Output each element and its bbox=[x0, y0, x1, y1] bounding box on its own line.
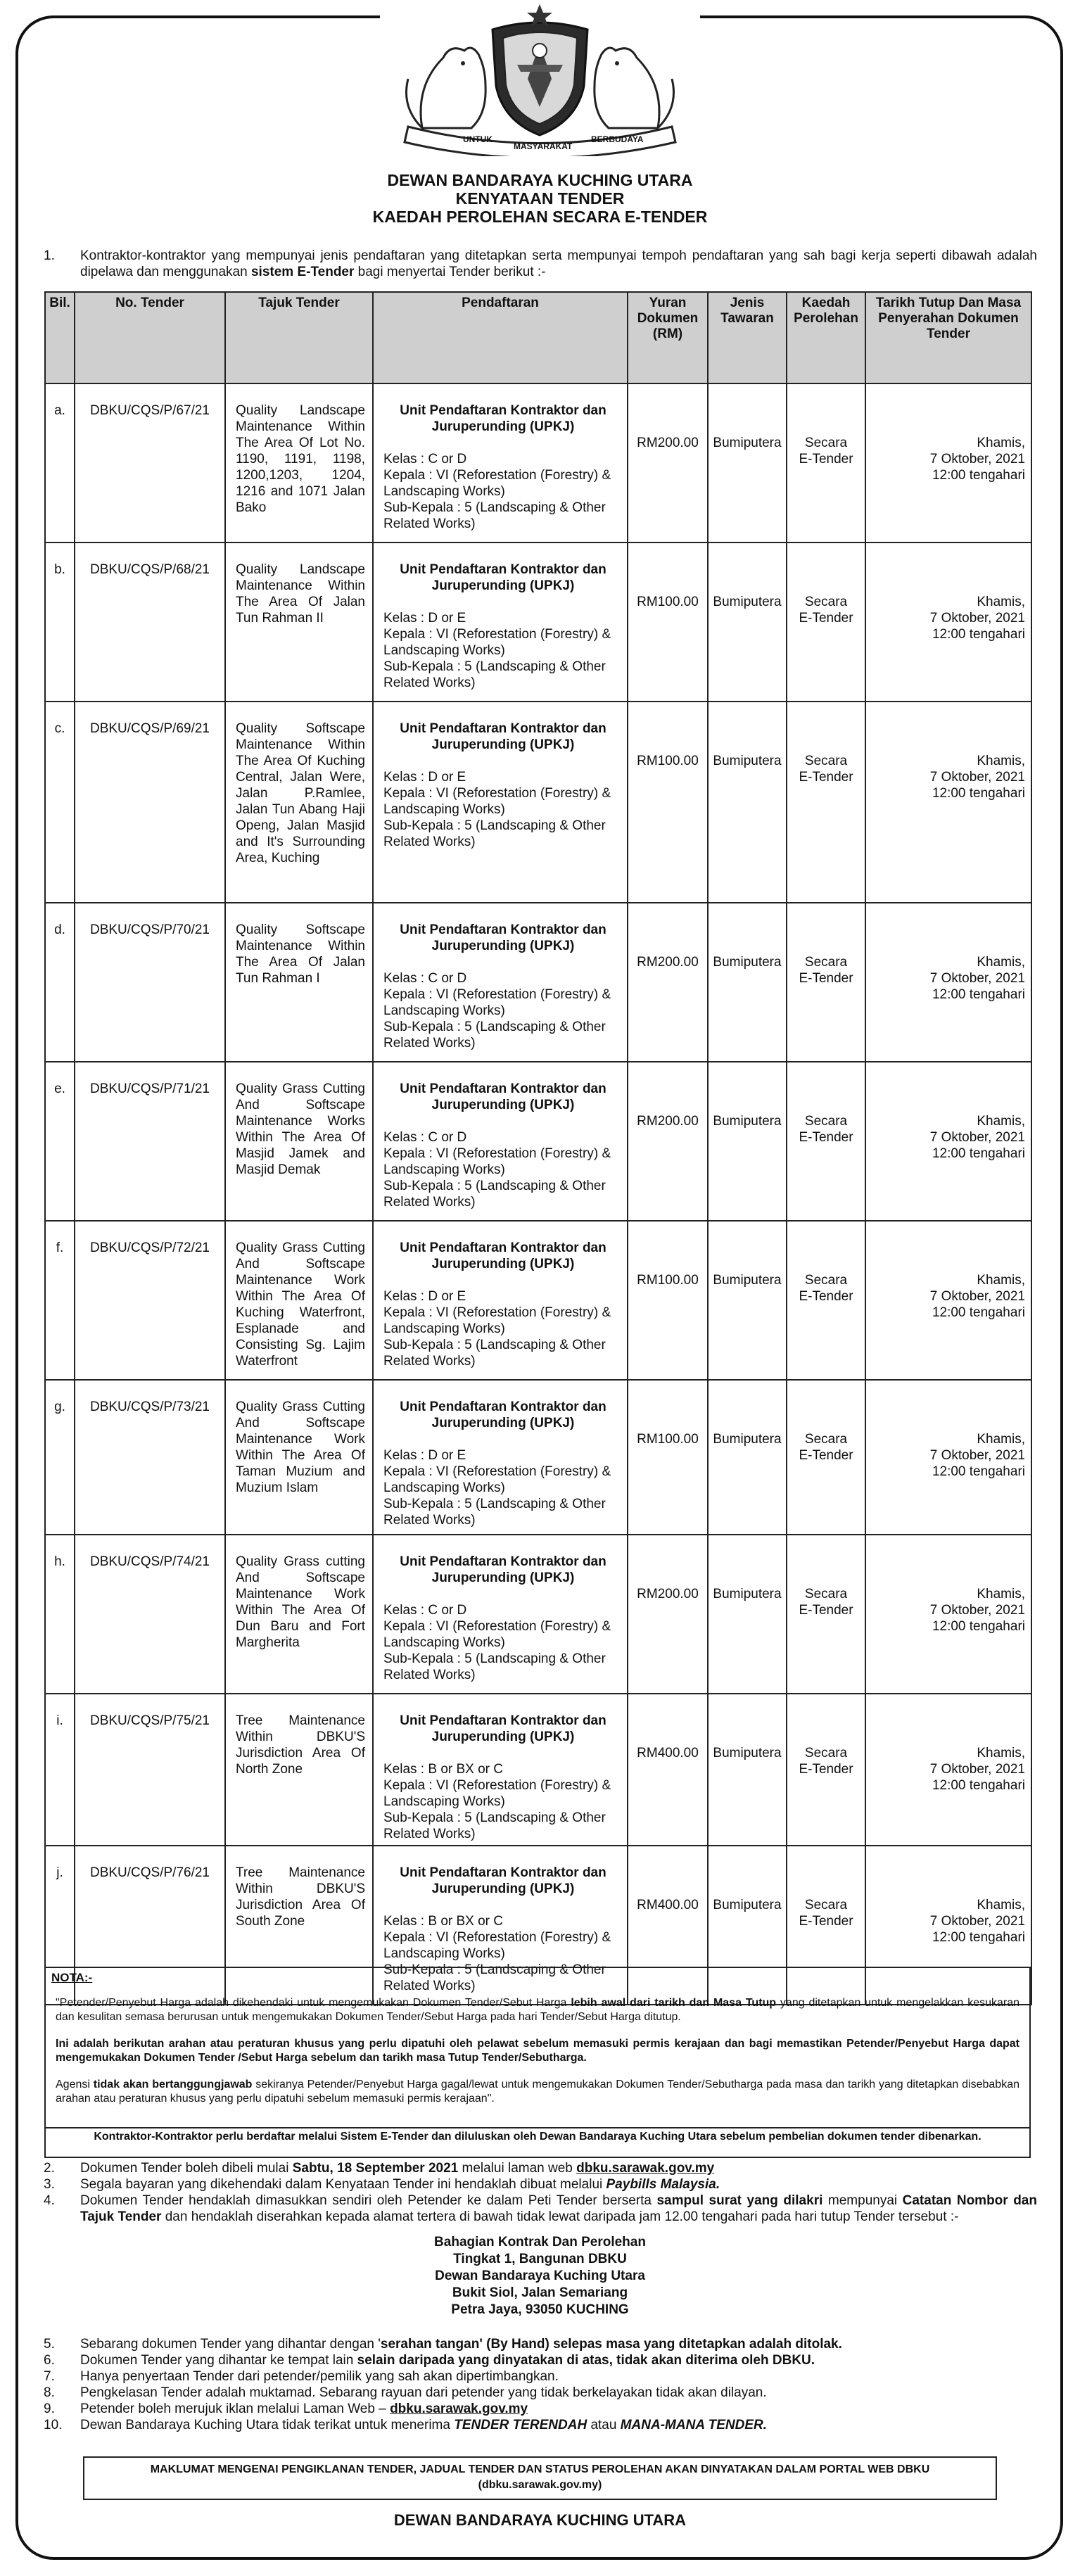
cell-bil: b. bbox=[45, 543, 75, 702]
cell-registration bbox=[373, 903, 628, 1062]
cell-tender-title: Tree Maintenance Within DBKU'S Jurisdiction Area Of North Zone bbox=[225, 1694, 373, 1846]
cell-fee bbox=[628, 903, 708, 1062]
item-6-text-a: Dokumen Tender yang dihantar ke tempat lain bbox=[80, 2353, 357, 2368]
cell-fee bbox=[628, 383, 708, 543]
item-5-number: 5. bbox=[44, 2337, 55, 2352]
registration-kelas: Kelas : B or BX or C bbox=[383, 1914, 504, 1929]
cell-tender-no: DBKU/CQS/P/69/21 bbox=[75, 702, 225, 903]
item-9-text-a: Petender boleh merujuk iklan melalui Laman Web – bbox=[80, 2401, 390, 2416]
registration-kelas: Kelas : C or D bbox=[383, 452, 467, 467]
address-line-3: Dewan Bandaraya Kuching Utara bbox=[435, 2269, 645, 2283]
item-5-bold: serahan tangan' (By Hand) selepas masa yang ditetapkan adalah ditolak bbox=[380, 2337, 839, 2352]
cell-registration bbox=[373, 383, 628, 543]
cell-method bbox=[787, 543, 865, 702]
nota-p3-b: sekiranya Petender/Penyebut Harga gagal/lewat untuk mengemukakan Dokumen Tender/Sebutharga pada masa dan tarikh yang ditetapkan disebabkan arahan atau peraturan khusus yang perlu dipatuhi sebelum memasuki permis kerajaan". bbox=[56, 2079, 1020, 2105]
header-tarikh: Tarikh Tutup Dan Masa Penyerahan Dokumen Tender bbox=[865, 292, 1031, 383]
registration-head: Unit Pendaftaran Kontraktor dan Juruperunding (UPKJ) bbox=[400, 922, 606, 953]
cell-closing-date bbox=[865, 1380, 1031, 1535]
item-4 bbox=[44, 2193, 1037, 2225]
method-line-1: Secara bbox=[804, 1273, 848, 1288]
fee-value: RM200.00 bbox=[637, 436, 699, 450]
closing-time: 12:00 tengahari bbox=[932, 1930, 1025, 1945]
intro-number: 1. bbox=[44, 248, 55, 263]
item-4-text-c: dan hendaklah diserahkan kepada alamat tertera di bawah tidak lewat daripada jam 12.00 tengahari pada hari tutup Tender tersebut :- bbox=[161, 2209, 959, 2224]
cell-method bbox=[787, 1062, 865, 1221]
cell-tender-title: Tree Maintenance Within DBKU'S Jurisdiction Area Of South Zone bbox=[225, 1846, 373, 2005]
offer-type-value: Bumiputera bbox=[713, 1114, 782, 1129]
method-line-2: E-Tender bbox=[799, 1289, 853, 1304]
registration-sub-kepala: Sub-Kepala : 5 (Landscaping & Other Related Works) bbox=[383, 659, 606, 690]
fee-value: RM200.00 bbox=[637, 1114, 699, 1129]
address-line-2: Tingkat 1, Bangunan DBKU bbox=[453, 2252, 627, 2266]
cell-fee bbox=[628, 702, 708, 903]
cell-bil: h. bbox=[45, 1535, 75, 1694]
cell-bil: d. bbox=[45, 903, 75, 1062]
registration-kelas: Kelas : C or D bbox=[383, 1130, 467, 1145]
cell-tender-title: Quality Grass Cutting And Softscape Maintenance Work Within The Area Of Taman Muzium and Muzium Islam bbox=[225, 1380, 373, 1535]
cell-registration bbox=[373, 1535, 628, 1694]
closing-time: 12:00 tengahari bbox=[932, 987, 1025, 1002]
header-council-name: DEWAN BANDARAYA KUCHING UTARA bbox=[387, 171, 693, 189]
table-row bbox=[45, 1535, 1031, 1694]
closing-date: 7 Oktober, 2021 bbox=[929, 1762, 1025, 1777]
cell-closing-date bbox=[865, 1062, 1031, 1221]
cell-method bbox=[787, 383, 865, 543]
table-header-row bbox=[45, 292, 1031, 383]
nota-p1-a: "Petender/Penyebut Harga adalah dikehendaki untuk mengemukakan Dokumen Tender/Sebut Harga bbox=[56, 1997, 571, 2009]
cell-tender-no: DBKU/CQS/P/70/21 bbox=[75, 903, 225, 1062]
cell-bil: c. bbox=[45, 702, 75, 903]
cell-closing-date bbox=[865, 1535, 1031, 1694]
registration-kelas: Kelas : D or E bbox=[383, 611, 466, 626]
address-line-4: Bukit Siol, Jalan Semariang bbox=[452, 2285, 628, 2300]
cell-tender-no: DBKU/CQS/P/71/21 bbox=[75, 1062, 225, 1221]
cell-registration bbox=[373, 1694, 628, 1846]
cell-closing-date bbox=[865, 903, 1031, 1062]
closing-day: Khamis, bbox=[977, 1273, 1025, 1288]
registration-kepala: Kepala : VI (Reforestation (Forestry) & Landscaping Works) bbox=[383, 627, 611, 658]
address-line-1: Bahagian Kontrak Dan Perolehan bbox=[434, 2235, 646, 2250]
item-6-number: 6. bbox=[44, 2353, 55, 2368]
item-2-text-b: melalui laman web bbox=[458, 2161, 577, 2176]
item-8-number: 8. bbox=[44, 2385, 55, 2400]
closing-date: 7 Oktober, 2021 bbox=[929, 1448, 1025, 1463]
cell-bil: g. bbox=[45, 1380, 75, 1535]
registration-kepala: Kepala : VI (Reforestation (Forestry) & Landscaping Works) bbox=[383, 1778, 611, 1809]
registration-kepala: Kepala : VI (Reforestation (Forestry) & Landscaping Works) bbox=[383, 786, 611, 817]
closing-day: Khamis, bbox=[977, 436, 1025, 450]
cell-closing-date bbox=[865, 1694, 1031, 1846]
fee-value: RM400.00 bbox=[637, 1898, 699, 1912]
header-bil: Bil. bbox=[45, 292, 75, 383]
cell-bil: f. bbox=[45, 1221, 75, 1380]
registration-sub-kepala: Sub-Kepala : 5 (Landscaping & Other Related Works) bbox=[383, 1338, 606, 1369]
cell-offer-type bbox=[708, 1062, 787, 1221]
crest-svg bbox=[380, 1, 700, 156]
cell-fee bbox=[628, 543, 708, 702]
cell-tender-no: DBKU/CQS/P/68/21 bbox=[75, 543, 225, 702]
table-row bbox=[45, 1062, 1031, 1221]
method-line-2: E-Tender bbox=[799, 1914, 853, 1929]
cell-tender-title: Quality Grass Cutting And Softscape Maintenance Work Within The Area Of Kuching Waterfront, Esplanade and Consisting Sg. Lajim Waterfront bbox=[225, 1221, 373, 1380]
method-line-2: E-Tender bbox=[799, 1603, 853, 1618]
registration-kepala: Kepala : VI (Reforestation (Forestry) & Landscaping Works) bbox=[383, 1619, 611, 1650]
fee-value: RM100.00 bbox=[637, 754, 699, 768]
method-line-1: Secara bbox=[804, 754, 848, 768]
cell-offer-type bbox=[708, 1380, 787, 1535]
closing-day: Khamis, bbox=[977, 1587, 1025, 1601]
item-6-bold: selain daripada yang dinyatakan di atas, tidak akan diterima oleh DBKU. bbox=[357, 2353, 815, 2368]
offer-type-value: Bumiputera bbox=[713, 1273, 782, 1288]
tender-table bbox=[44, 291, 1032, 2005]
method-line-2: E-Tender bbox=[799, 1762, 853, 1777]
offer-type-value: Bumiputera bbox=[713, 1587, 782, 1601]
table-row bbox=[45, 1694, 1031, 1846]
closing-date: 7 Oktober, 2021 bbox=[929, 452, 1025, 467]
table-row bbox=[45, 543, 1031, 702]
cell-fee bbox=[628, 1221, 708, 1380]
nota-p1-bold: lebih awal dari tarikh dan Masa Tutup bbox=[571, 1997, 777, 2009]
offer-type-value: Bumiputera bbox=[713, 1898, 782, 1912]
nota-p3-a: Agensi bbox=[56, 2079, 94, 2090]
item-2-website-link[interactable]: dbku.sarawak.gov.my bbox=[576, 2161, 715, 2176]
cell-method bbox=[787, 1694, 865, 1846]
closing-time: 12:00 tengahari bbox=[932, 1778, 1025, 1793]
cell-tender-title: Quality Softscape Maintenance Within The Area Of Kuching Central, Jalan Were, Jalan P.Ramlee, Jalan Tun Abang Haji Openg, Jalan Masjid and It's Surrounding Area, Kuching bbox=[225, 702, 373, 903]
fee-value: RM400.00 bbox=[637, 1746, 699, 1760]
registration-kelas: Kelas : C or D bbox=[383, 1603, 467, 1618]
cell-bil: e. bbox=[45, 1062, 75, 1221]
registration-kepala: Kepala : VI (Reforestation (Forestry) & Landscaping Works) bbox=[383, 987, 611, 1018]
registration-head: Unit Pendaftaran Kontraktor dan Juruperunding (UPKJ) bbox=[400, 1081, 606, 1112]
method-line-2: E-Tender bbox=[799, 770, 853, 785]
registration-head: Unit Pendaftaran Kontraktor dan Juruperunding (UPKJ) bbox=[400, 403, 606, 434]
cell-registration bbox=[373, 702, 628, 903]
table-row bbox=[45, 1221, 1031, 1380]
cell-registration bbox=[373, 1380, 628, 1535]
closing-day: Khamis, bbox=[977, 1898, 1025, 1912]
header-method-title: KAEDAH PEROLEHAN SECARA E-TENDER bbox=[372, 208, 708, 226]
fee-value: RM200.00 bbox=[637, 1587, 699, 1601]
nota-title: NOTA:- bbox=[51, 1971, 93, 1984]
cell-bil: a. bbox=[45, 383, 75, 543]
cell-registration bbox=[373, 1221, 628, 1380]
cell-tender-no: DBKU/CQS/P/76/21 bbox=[75, 1846, 225, 2005]
closing-day: Khamis, bbox=[977, 955, 1025, 970]
cell-fee bbox=[628, 1694, 708, 1846]
method-line-1: Secara bbox=[804, 1432, 848, 1447]
item-2 bbox=[44, 2160, 1037, 2176]
cell-tender-no: DBKU/CQS/P/74/21 bbox=[75, 1535, 225, 1694]
method-line-2: E-Tender bbox=[799, 1130, 853, 1145]
registration-head: Unit Pendaftaran Kontraktor dan Juruperunding (UPKJ) bbox=[400, 1554, 606, 1585]
registration-sub-kepala: Sub-Kepala : 5 (Landscaping & Other Related Works) bbox=[383, 1497, 606, 1528]
closing-date: 7 Oktober, 2021 bbox=[929, 1603, 1025, 1618]
item-5-text-a: Sebarang dokumen Tender yang dihantar dengan ' bbox=[80, 2337, 381, 2352]
item-7-text: Hanya penyertaan Tender dari petender/pemilik yang sah akan dipertimbangkan. bbox=[80, 2369, 559, 2384]
registration-head: Unit Pendaftaran Kontraktor dan Juruperunding (UPKJ) bbox=[400, 562, 606, 593]
closing-date: 7 Oktober, 2021 bbox=[929, 971, 1025, 986]
registration-sub-kepala: Sub-Kepala : 5 (Landscaping & Other Related Works) bbox=[383, 500, 606, 531]
intro-text-a: Kontraktor-kontraktor yang mempunyai jenis pendaftaran yang ditetapkan serta mempunyai tempoh pendaftaran yang sah bagi kerja seperti dibawah adalah dipelawa dan menggunakan bbox=[80, 248, 1037, 279]
method-line-2: E-Tender bbox=[799, 1448, 853, 1463]
item-10-number: 10. bbox=[44, 2418, 63, 2432]
table-row bbox=[45, 383, 1031, 543]
item-2-number: 2. bbox=[44, 2161, 55, 2176]
intro-text-bold: sistem E-Tender bbox=[250, 265, 355, 279]
fee-value: RM100.00 bbox=[637, 595, 699, 609]
offer-type-value: Bumiputera bbox=[713, 955, 782, 970]
cell-tender-title: Quality Landscape Maintenance Within The Area Of Lot No. 1190, 1191, 1198, 1200,1203, 1204, 1216 and 1071 Jalan Bako bbox=[225, 383, 373, 543]
cell-offer-type bbox=[708, 1694, 787, 1846]
cell-closing-date bbox=[865, 543, 1031, 702]
cell-tender-title: Quality Softscape Maintenance Within The Area Of Jalan Tun Rahman I bbox=[225, 903, 373, 1062]
item-10-any-tender: MANA-MANA TENDER. bbox=[620, 2418, 768, 2432]
registration-head: Unit Pendaftaran Kontraktor dan Juruperunding (UPKJ) bbox=[400, 1400, 606, 1430]
registration-kepala: Kepala : VI (Reforestation (Forestry) & Landscaping Works) bbox=[383, 1930, 611, 1961]
closing-time: 12:00 tengahari bbox=[932, 627, 1025, 642]
item-10-lowest-tender: TENDER TERENDAH bbox=[454, 2418, 587, 2432]
portal-info-line-1: MAKLUMAT MENGENAI PENGIKLANAN TENDER, JADUAL TENDER DAN STATUS PEROLEHAN AKAN DINYATAKAN DALAM PORTAL WEB DBKU bbox=[150, 2463, 930, 2475]
method-line-2: E-Tender bbox=[799, 611, 853, 626]
offer-type-value: Bumiputera bbox=[713, 436, 782, 450]
method-line-1: Secara bbox=[804, 1898, 848, 1912]
offer-type-value: Bumiputera bbox=[713, 595, 782, 609]
registration-kepala: Kepala : VI (Reforestation (Forestry) & Landscaping Works) bbox=[383, 468, 611, 499]
closing-date: 7 Oktober, 2021 bbox=[929, 611, 1025, 626]
registration-sub-kepala: Sub-Kepala : 5 (Landscaping & Other Related Works) bbox=[383, 818, 606, 849]
nota-footer-note: Kontraktor-Kontraktor perlu berdaftar melalui Sistem E-Tender dan diluluskan oleh Dewan Bandaraya Kuching Utara sebelum pembelian dokumen tender dibenarkan. bbox=[44, 2128, 1031, 2158]
fee-value: RM200.00 bbox=[637, 955, 699, 970]
item-7-number: 7. bbox=[44, 2369, 55, 2384]
registration-kelas: Kelas : D or E bbox=[383, 1448, 466, 1463]
item-5: 5. Sebarang dokumen Tender yang dihantar dengan 'serahan tangan' (By Hand) selepas masa yang ditetapkan adalah ditolak. bbox=[44, 2337, 842, 2352]
offer-type-value: Bumiputera bbox=[713, 1432, 782, 1447]
cell-tender-no: DBKU/CQS/P/67/21 bbox=[75, 383, 225, 543]
registration-sub-kepala: Sub-Kepala : 5 (Landscaping & Other Related Works) bbox=[383, 1651, 606, 1682]
method-line-2: E-Tender bbox=[799, 452, 853, 467]
item-4-number: 4. bbox=[44, 2193, 55, 2208]
cell-closing-date bbox=[865, 702, 1031, 903]
closing-date: 7 Oktober, 2021 bbox=[929, 1289, 1025, 1304]
header-pendaftaran: Pendaftaran bbox=[373, 292, 628, 383]
address-line-5: Petra Jaya, 93050 KUCHING bbox=[451, 2302, 629, 2317]
cell-registration bbox=[373, 543, 628, 702]
portal-info-line-2: (dbku.sarawak.gov.my) bbox=[478, 2479, 602, 2491]
item-2-date: Sabtu, 18 September 2021 bbox=[292, 2161, 459, 2176]
item-8-text: Pengkelasan Tender adalah muktamad. Sebarang rayuan dari petender yang tidak berkelayakan tidak akan dilayan. bbox=[80, 2385, 767, 2400]
closing-time: 12:00 tengahari bbox=[932, 1305, 1025, 1320]
registration-head: Unit Pendaftaran Kontraktor dan Juruperunding (UPKJ) bbox=[400, 721, 606, 752]
closing-date: 7 Oktober, 2021 bbox=[929, 1914, 1025, 1929]
nota-box bbox=[44, 1967, 1031, 2128]
registration-kelas: Kelas : C or D bbox=[383, 971, 467, 986]
item-4-text-b: mempunyai bbox=[822, 2193, 903, 2208]
cell-method bbox=[787, 1535, 865, 1694]
footer-council-name: DEWAN BANDARAYA KUCHING UTARA bbox=[393, 2511, 687, 2529]
closing-day: Khamis, bbox=[977, 595, 1025, 609]
method-line-1: Secara bbox=[804, 1587, 848, 1601]
registration-head: Unit Pendaftaran Kontraktor dan Juruperunding (UPKJ) bbox=[400, 1865, 606, 1896]
table-row bbox=[45, 702, 1031, 903]
nota-p3-bold: tidak akan bertanggungjawab bbox=[93, 2079, 253, 2090]
closing-time: 12:00 tengahari bbox=[932, 786, 1025, 801]
item-10 bbox=[44, 2417, 1037, 2433]
cell-closing-date bbox=[865, 1221, 1031, 1380]
closing-day: Khamis, bbox=[977, 754, 1025, 768]
cell-tender-no: DBKU/CQS/P/75/21 bbox=[75, 1694, 225, 1846]
registration-kelas: Kelas : D or E bbox=[383, 770, 466, 785]
closing-day: Khamis, bbox=[977, 1746, 1025, 1760]
cell-offer-type bbox=[708, 1535, 787, 1694]
closing-time: 12:00 tengahari bbox=[932, 468, 1025, 483]
cell-offer-type bbox=[708, 1221, 787, 1380]
item-7 bbox=[44, 2368, 1037, 2385]
registration-sub-kepala: Sub-Kepala : 5 (Landscaping & Other Related Works) bbox=[383, 1020, 606, 1051]
crest-motto-left: UNTUK bbox=[463, 134, 493, 144]
address-block bbox=[0, 2234, 1080, 2318]
cell-bil: i. bbox=[45, 1694, 75, 1846]
item-8 bbox=[44, 2385, 1037, 2401]
nota-paragraph-3 bbox=[56, 2078, 1019, 2106]
cell-tender-no: DBKU/CQS/P/73/21 bbox=[75, 1380, 225, 1535]
registration-kelas: Kelas : B or BX or C bbox=[383, 1762, 504, 1777]
item-9-website-link[interactable]: dbku.sarawak.gov.my bbox=[390, 2401, 528, 2416]
cell-fee bbox=[628, 1062, 708, 1221]
crest-motto-mid: MASYARAKAT bbox=[514, 141, 573, 151]
method-line-2: E-Tender bbox=[799, 971, 853, 986]
cell-offer-type bbox=[708, 383, 787, 543]
table-row bbox=[45, 903, 1031, 1062]
header-kaedah: Kaedah Perolehan bbox=[787, 292, 865, 383]
crest-motto-right: BERBUDAYA bbox=[591, 134, 644, 144]
cell-offer-type bbox=[708, 903, 787, 1062]
item-2-text-a: Dokumen Tender boleh dibeli mulai bbox=[80, 2161, 293, 2176]
method-line-1: Secara bbox=[804, 1114, 848, 1129]
nota-paragraph-1 bbox=[56, 1996, 1019, 2024]
item-3-paybills: Paybills Malaysia. bbox=[606, 2177, 720, 2192]
offer-type-value: Bumiputera bbox=[713, 754, 782, 768]
closing-day: Khamis, bbox=[977, 1432, 1025, 1447]
item-9-number: 9. bbox=[44, 2401, 55, 2416]
cell-bil: j. bbox=[45, 1846, 75, 2005]
registration-sub-kepala: Sub-Kepala : 5 (Landscaping & Other Related Works) bbox=[383, 1810, 606, 1841]
cell-fee bbox=[628, 1535, 708, 1694]
item-3-number: 3. bbox=[44, 2177, 55, 2192]
item-4-bold-1: sampul surat yang dilakri bbox=[656, 2193, 823, 2208]
cell-tender-title: Quality Landscape Maintenance Within The Area Of Jalan Tun Rahman II bbox=[225, 543, 373, 702]
cell-closing-date bbox=[865, 383, 1031, 543]
method-line-1: Secara bbox=[804, 595, 848, 609]
item-10-text-b: atau bbox=[587, 2418, 621, 2432]
closing-time: 12:00 tengahari bbox=[932, 1619, 1025, 1634]
cell-tender-no: DBKU/CQS/P/72/21 bbox=[75, 1221, 225, 1380]
portal-info-box bbox=[83, 2456, 997, 2500]
table-row bbox=[45, 1380, 1031, 1535]
item-3-text-a: Segala bayaran yang dikehendaki dalam Kenyataan Tender ini hendaklah dibuat melalui bbox=[80, 2177, 606, 2192]
header-notice-title: KENYATAAN TENDER bbox=[455, 189, 625, 208]
offer-type-value: Bumiputera bbox=[713, 1746, 782, 1760]
method-line-1: Secara bbox=[804, 955, 848, 970]
cell-method bbox=[787, 903, 865, 1062]
registration-kepala: Kepala : VI (Reforestation (Forestry) & Landscaping Works) bbox=[383, 1464, 611, 1495]
cell-offer-type bbox=[708, 702, 787, 903]
item-6 bbox=[44, 2352, 1037, 2368]
item-9 bbox=[44, 2401, 1037, 2417]
registration-kepala: Kepala : VI (Reforestation (Forestry) & Landscaping Works) bbox=[383, 1305, 611, 1336]
registration-kepala: Kepala : VI (Reforestation (Forestry) & Landscaping Works) bbox=[383, 1146, 611, 1177]
item-4-text-a: Dokumen Tender hendaklah dimasukkan sendiri oleh Petender ke dalam Peti Tender berserta bbox=[80, 2193, 657, 2208]
closing-date: 7 Oktober, 2021 bbox=[929, 1130, 1025, 1145]
cell-method bbox=[787, 1221, 865, 1380]
cell-tender-title: Quality Grass Cutting And Softscape Maintenance Works Within The Area Of Masjid Jamek and Masjid Demak bbox=[225, 1062, 373, 1221]
intro-text-b: bagi menyertai Tender berikut :- bbox=[354, 265, 546, 279]
registration-head: Unit Pendaftaran Kontraktor dan Juruperunding (UPKJ) bbox=[400, 1713, 606, 1744]
cell-fee bbox=[628, 1380, 708, 1535]
fee-value: RM100.00 bbox=[637, 1273, 699, 1288]
closing-time: 12:00 tengahari bbox=[932, 1146, 1025, 1161]
header-tajuk: Tajuk Tender bbox=[225, 292, 373, 383]
fee-value: RM100.00 bbox=[637, 1432, 699, 1447]
closing-day: Khamis, bbox=[977, 1114, 1025, 1129]
header-jenis: Jenis Tawaran bbox=[708, 292, 787, 383]
registration-kelas: Kelas : D or E bbox=[383, 1289, 466, 1304]
method-line-1: Secara bbox=[804, 1746, 848, 1760]
cell-tender-title: Quality Grass cutting And Softscape Maintenance Work Within The Area Of Dun Baru and Fort Margherita bbox=[225, 1535, 373, 1694]
cell-method bbox=[787, 702, 865, 903]
crest-emblem bbox=[380, 1, 700, 156]
closing-date: 7 Oktober, 2021 bbox=[929, 770, 1025, 785]
cell-offer-type bbox=[708, 543, 787, 702]
item-4-bold-2: Catatan Nombor dan Tajuk Tender bbox=[80, 2193, 1037, 2224]
registration-head: Unit Pendaftaran Kontraktor dan Juruperunding (UPKJ) bbox=[400, 1241, 606, 1271]
header-no-tender: No. Tender bbox=[75, 292, 225, 383]
cell-registration bbox=[373, 1062, 628, 1221]
nota-paragraph-2: Ini adalah berikutan arahan atau peraturan khusus yang perlu dipatuhi oleh pelawat sebelum memasuki permis kerajaan dan bagi memastikan Petender/Penyebut Harga dapat mengemukakan Dokumen Tender /Sebut Harga sebelum dan tarikh masa Tutup Tender/Sebutharga. bbox=[56, 2038, 1019, 2064]
registration-sub-kepala: Sub-Kepala : 5 (Landscaping & Other Related Works) bbox=[383, 1962, 606, 1993]
cell-method bbox=[787, 1380, 865, 1535]
nota-p1-b: yang ditetapkan untuk mengelakkan kesukaran dan kesulitan semasa berurusan untuk mengemukakan Dokumen Tender/Sebut Harga pada hari Tender/Sebut Harga ditutup. bbox=[56, 1997, 1020, 2023]
header-yuran: Yuran Dokumen (RM) bbox=[628, 292, 708, 383]
registration-sub-kepala: Sub-Kepala : 5 (Landscaping & Other Related Works) bbox=[383, 1179, 606, 1210]
item-3 bbox=[44, 2176, 1037, 2193]
intro-paragraph bbox=[44, 248, 1037, 280]
method-line-1: Secara bbox=[804, 436, 848, 450]
item-10-text-a: Dewan Bandaraya Kuching Utara tidak terikat untuk menerima bbox=[80, 2418, 455, 2432]
closing-time: 12:00 tengahari bbox=[932, 1464, 1025, 1479]
